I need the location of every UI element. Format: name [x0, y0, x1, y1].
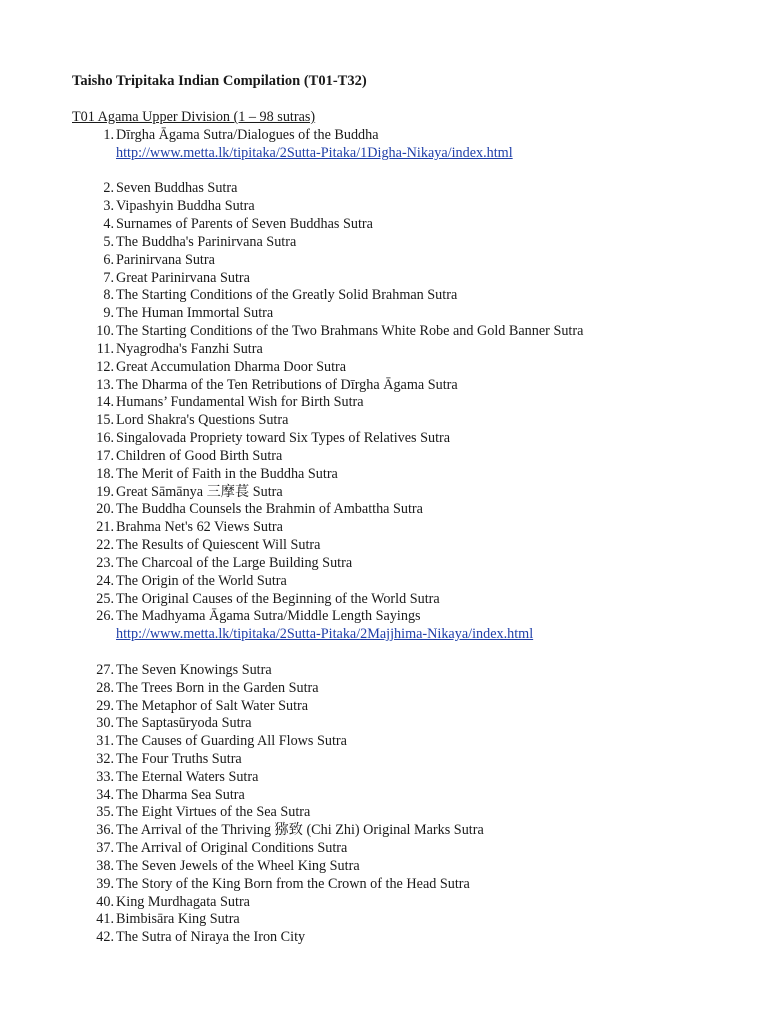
item-number: 17. — [96, 447, 114, 464]
item-number: 14. — [96, 394, 114, 411]
list-item — [0, 216, 768, 234]
item-text: The Seven Knowings Sutra — [116, 661, 272, 678]
item-number: 26. — [96, 608, 114, 625]
list-item — [0, 715, 768, 733]
item-number: 42. — [96, 929, 114, 946]
item-text: The Origin of the World Sutra — [116, 572, 287, 589]
list-item — [0, 608, 768, 626]
item-number: 20. — [96, 501, 114, 518]
item-number: 16. — [96, 430, 114, 447]
item-number: 35. — [96, 804, 114, 821]
item-number: 3. — [103, 198, 114, 215]
item-text: The Dharma Sea Sutra — [116, 786, 245, 803]
item-text: The Four Truths Sutra — [116, 750, 242, 767]
list-item — [0, 198, 768, 216]
list-item — [0, 858, 768, 876]
sutra-list — [0, 127, 768, 947]
list-item — [0, 377, 768, 395]
list-item — [0, 537, 768, 555]
list-item — [0, 287, 768, 305]
item-text: The Merit of Faith in the Buddha Sutra — [116, 465, 338, 482]
list-item — [0, 270, 768, 288]
item-text: Nyagrodha's Fanzhi Sutra — [116, 340, 263, 357]
item-number: 13. — [96, 376, 114, 393]
item-text: Dīrgha Āgama Sutra/Dialogues of the Buddha — [116, 127, 379, 143]
item-text: Bimbisāra King Sutra — [116, 911, 240, 928]
item-number: 8. — [103, 287, 114, 304]
list-item — [0, 323, 768, 341]
item-number: 23. — [96, 554, 114, 571]
list-item — [0, 662, 768, 680]
item-text: The Saptasūryoda Sutra — [116, 715, 252, 732]
item-text: The Arrival of Original Conditions Sutra — [116, 840, 348, 857]
item-text: King Murdhagata Sutra — [116, 893, 250, 910]
list-item — [0, 430, 768, 448]
item-text: The Madhyama Āgama Sutra/Middle Length Sayings — [116, 608, 421, 625]
document-title: Taisho Tripitaka Indian Compilation (T01-T32) — [72, 73, 367, 89]
item-number: 41. — [96, 911, 114, 928]
item-number: 39. — [96, 875, 114, 892]
list-item — [0, 822, 768, 840]
item-text: The Sutra of Niraya the Iron City — [116, 929, 306, 946]
blank-line — [0, 644, 768, 662]
list-item — [0, 305, 768, 323]
item-number: 36. — [96, 822, 114, 839]
item-number: 10. — [96, 323, 114, 340]
item-text: Parinirvana Sutra — [116, 251, 215, 268]
list-item — [0, 591, 768, 609]
item-number: 1. — [103, 127, 114, 143]
item-text: The Causes of Guarding All Flows Sutra — [116, 733, 347, 750]
item-text: The Arrival of the Thriving 猕致 (Chi Zhi) Original Marks Sutra — [116, 822, 484, 839]
item-text: The Eternal Waters Sutra — [116, 768, 259, 785]
item-text: Surnames of Parents of Seven Buddhas Sutra — [116, 216, 373, 233]
item-text: Brahma Net's 62 Views Sutra — [116, 519, 283, 536]
item-text: The Original Causes of the Beginning of the World Sutra — [116, 590, 440, 607]
item-number: 25. — [96, 590, 114, 607]
list-item — [0, 787, 768, 805]
item-number: 30. — [96, 715, 114, 732]
list-item — [0, 252, 768, 270]
item-number: 6. — [103, 251, 114, 268]
item-text: The Results of Quiescent Will Sutra — [116, 537, 321, 554]
majjhima-nikaya-link[interactable]: http://www.metta.lk/tipitaka/2Sutta-Pitaka/2Majjhima-Nikaya/index.html — [116, 626, 534, 643]
item-text: The Seven Jewels of the Wheel King Sutra — [116, 857, 360, 874]
item-text: Vipashyin Buddha Sutra — [116, 198, 255, 215]
item-text: The Buddha Counsels the Brahmin of Ambattha Sutra — [116, 501, 423, 518]
list-item — [0, 501, 768, 519]
item-text: Lord Shakra's Questions Sutra — [116, 412, 289, 429]
item-text: Seven Buddhas Sutra — [116, 180, 238, 197]
blank-line — [0, 163, 768, 181]
list-item — [0, 911, 768, 929]
item-text: The Starting Conditions of the Greatly Solid Brahman Sutra — [116, 287, 458, 304]
list-item — [0, 573, 768, 591]
item-number: 32. — [96, 750, 114, 767]
section-heading: T01 Agama Upper Division (1 – 98 sutras) — [72, 109, 316, 125]
list-item — [0, 840, 768, 858]
list-item — [0, 519, 768, 537]
item-number: 34. — [96, 786, 114, 803]
item-text: Great Sāmānya 三摩萇 Sutra — [116, 483, 283, 500]
list-item — [0, 876, 768, 894]
item-number: 22. — [96, 537, 114, 554]
list-item — [0, 769, 768, 787]
item-number: 12. — [96, 358, 114, 375]
list-item — [0, 180, 768, 198]
list-item — [0, 929, 768, 947]
digha-nikaya-link[interactable]: http://www.metta.lk/tipitaka/2Sutta-Pitaka/1Digha-Nikaya/index.html — [116, 144, 513, 161]
item-text: Humans’ Fundamental Wish for Birth Sutra — [116, 394, 364, 411]
item-number: 15. — [96, 412, 114, 429]
item-text: The Metaphor of Salt Water Sutra — [116, 697, 309, 714]
item-number: 38. — [96, 857, 114, 874]
item-text: Children of Good Birth Sutra — [116, 447, 283, 464]
list-item — [0, 359, 768, 377]
item-number: 2. — [103, 180, 114, 197]
item-text: The Starting Conditions of the Two Brahmans White Robe and Gold Banner Sutra — [116, 323, 584, 340]
item-text: The Charcoal of the Large Building Sutra — [116, 554, 353, 571]
list-item — [0, 394, 768, 412]
item-text: Great Parinirvana Sutra — [116, 269, 250, 286]
list-item — [0, 341, 768, 359]
item-number: 18. — [96, 465, 114, 482]
item-number: 29. — [96, 697, 114, 714]
item-number: 9. — [103, 305, 114, 322]
link-row — [0, 626, 768, 644]
item-number: 7. — [103, 269, 114, 286]
item-text: The Trees Born in the Garden Sutra — [116, 679, 319, 696]
item-number: 4. — [103, 216, 114, 233]
item-text: The Story of the King Born from the Crown of the Head Sutra — [116, 875, 470, 892]
list-item — [0, 448, 768, 466]
item-text: The Dharma of the Ten Retributions of Dīrgha Āgama Sutra — [116, 376, 458, 393]
list-item — [0, 751, 768, 769]
item-number: 40. — [96, 893, 114, 910]
list-item — [0, 555, 768, 573]
item-number: 5. — [103, 233, 114, 250]
link-row — [0, 145, 768, 163]
item-number: 28. — [96, 679, 114, 696]
item-text: The Buddha's Parinirvana Sutra — [116, 233, 297, 250]
list-item — [0, 698, 768, 716]
list-item — [0, 733, 768, 751]
item-number: 21. — [96, 519, 114, 536]
list-item — [0, 127, 768, 145]
item-number: 31. — [96, 733, 114, 750]
item-number: 11. — [96, 340, 114, 357]
list-item — [0, 680, 768, 698]
list-item — [0, 804, 768, 822]
item-text: The Eight Virtues of the Sea Sutra — [116, 804, 311, 821]
list-item — [0, 234, 768, 252]
item-number: 19. — [96, 483, 114, 500]
list-item — [0, 412, 768, 430]
list-item — [0, 466, 768, 484]
list-item — [0, 894, 768, 912]
item-text: Great Accumulation Dharma Door Sutra — [116, 358, 347, 375]
item-text: The Human Immortal Sutra — [116, 305, 274, 322]
item-number: 33. — [96, 768, 114, 785]
item-text: Singalovada Propriety toward Six Types of Relatives Sutra — [116, 430, 451, 447]
item-number: 37. — [96, 840, 114, 857]
item-number: 24. — [96, 572, 114, 589]
item-number: 27. — [96, 661, 114, 678]
list-item — [0, 484, 768, 502]
